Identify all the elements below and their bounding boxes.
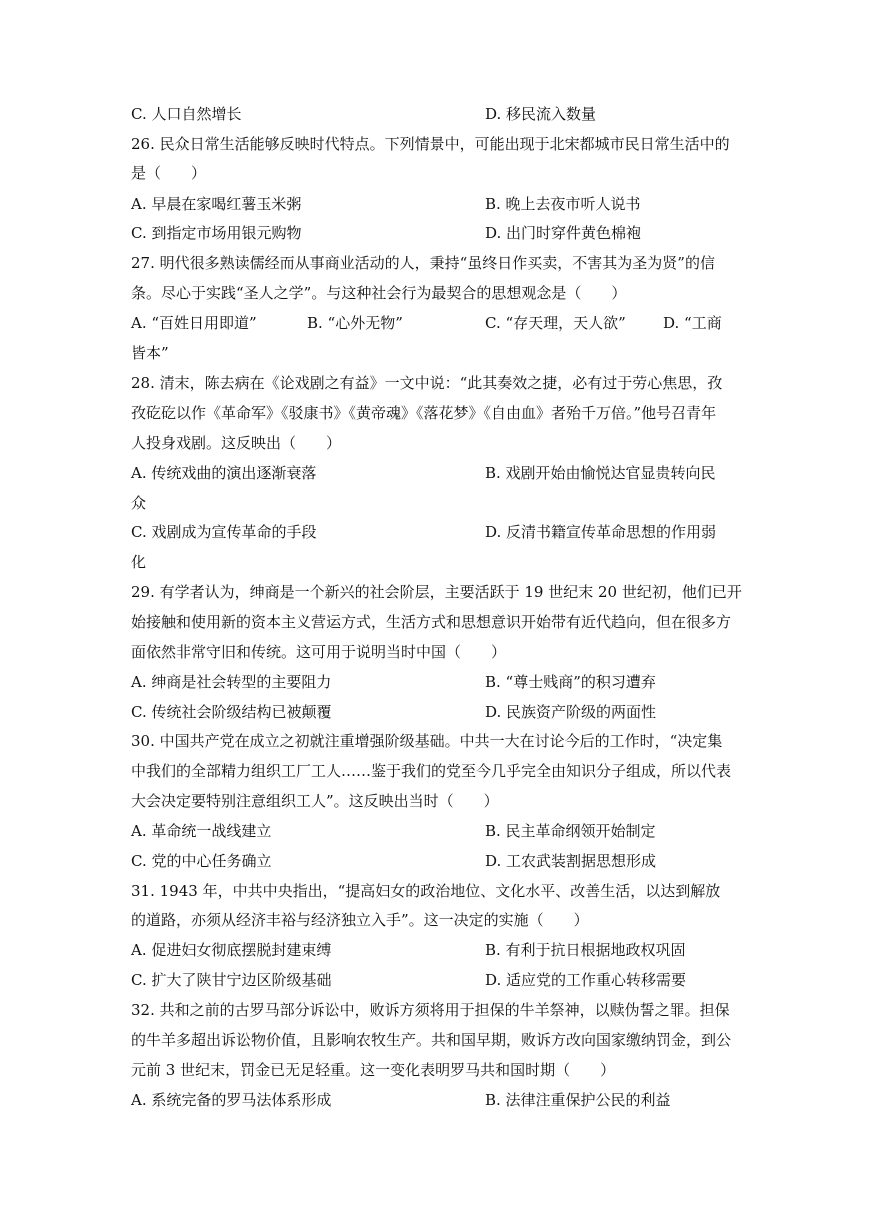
question-28-option-a: A. 传统戏曲的演出逐渐衰落 [131, 464, 317, 482]
question-31-option-b: B. 有利于抗日根据地政权巩固 [485, 941, 686, 959]
question-27-stem-cont: 条。尽心于实践“圣人之学”。与这种社会行为最契合的思想观念是（ ） [131, 284, 627, 302]
question-31-option-a: A. 促进妇女彻底摆脱封建束缚 [131, 941, 332, 959]
question-27-option-a: A. “百姓日用即道” [131, 314, 257, 332]
question-31-option-c: C. 扩大了陕甘宁边区阶级基础 [131, 971, 332, 989]
question-28-option-b-cont: 众 [131, 494, 147, 512]
question-29-stem-cont2: 面依然非常守旧和传统。这可用于说明当时中国（ ） [131, 643, 507, 661]
question-30-stem: 30. 中国共产党在成立之初就注重增强阶级基础。中共一大在讨论今后的工作时，“决定集 [131, 732, 723, 750]
option-c: C. 人口自然增长 [131, 105, 242, 123]
question-31-option-d: D. 适应党的工作重心转移需要 [485, 971, 687, 989]
question-29-option-d: D. 民族资产阶级的两面性 [485, 703, 657, 721]
question-28-option-c: C. 戏剧成为宣传革命的手段 [131, 523, 317, 541]
question-27-stem: 27. 明代很多熟读儒经而从事商业活动的人，秉持“虽终日作买卖，不害其为圣为贤”的信 [131, 254, 715, 272]
question-32-option-a: A. 系统完备的罗马法体系形成 [131, 1091, 332, 1109]
question-30-stem-cont1: 中我们的全部精力组织工厂工人……鉴于我们的党至今几乎完全由知识分子组成，所以代表 [131, 762, 732, 780]
question-29-option-c: C. 传统社会阶级结构已被颠覆 [131, 703, 332, 721]
question-32-option-b: B. 法律注重保护公民的利益 [485, 1091, 671, 1109]
question-28-option-b: B. 戏剧开始由愉悦达官显贵转向民 [485, 464, 716, 482]
question-29-option-b: B. “尊士贱商”的积习遭弃 [485, 673, 656, 691]
question-28-stem-cont2: 人投身戏剧。这反映出（ ） [131, 434, 342, 452]
question-26-option-c: C. 到指定市场用银元购物 [131, 224, 302, 242]
question-26-option-d: D. 出门时穿件黄色棉袍 [485, 224, 642, 242]
question-29-stem: 29. 有学者认为，绅商是一个新兴的社会阶层，主要活跃于 19 世纪末 20 世纪初，他们已开 [131, 583, 742, 601]
question-26-option-a: A. 早晨在家喝红薯玉米粥 [131, 195, 302, 213]
question-28-stem-cont1: 孜矻矻以作《革命军》《驳康书》《黄帝魂》《落花梦》《自由血》者殆千万倍。”他号召青年 [131, 404, 717, 422]
question-28-option-d: D. 反清书籍宣传革命思想的作用弱 [485, 523, 717, 541]
question-31-stem-cont: 的道路，亦须从经济丰裕与经济独立入手”。这一决定的实施（ ） [131, 911, 589, 929]
question-26-option-b: B. 晚上去夜市听人说书 [485, 195, 641, 213]
option-d: D. 移民流入数量 [485, 105, 597, 123]
question-30-stem-cont2: 大会决定要特别注意组织工人”。这反映出当时（ ） [131, 792, 499, 810]
question-26-stem: 26. 民众日常生活能够反映时代特点。下列情景中，可能出现于北宋都城市民日常生活中的 [131, 135, 730, 153]
question-30-option-d: D. 工农武装割据思想形成 [485, 852, 657, 870]
question-29-option-a: A. 绅商是社会转型的主要阻力 [131, 673, 332, 691]
question-31-stem: 31. 1943 年，中共中央指出，“提高妇女的政治地位、文化水平、改善生活，以达到解放 [131, 882, 721, 900]
question-28-stem: 28. 清末，陈去病在《论戏剧之有益》一文中说：“此其奏效之捷，必有过于劳心焦思，孜 [131, 374, 723, 392]
question-29-stem-cont1: 始接触和使用新的资本主义营运方式，生活方式和思想意识开始带有近代趋向，但在很多方 [131, 613, 732, 631]
question-27-option-d: D. “工商 [663, 314, 722, 332]
question-27-option-d-cont: 皆本” [131, 344, 169, 362]
question-28-option-d-cont: 化 [131, 553, 147, 571]
question-30-option-b: B. 民主革命纲领开始制定 [485, 822, 656, 840]
question-26-stem-cont: 是（ ） [131, 164, 207, 182]
question-27-option-c: C. “存天理，天人欲” [485, 314, 626, 332]
question-32-stem: 32. 共和之前的古罗马部分诉讼中，败诉方须将用于担保的牛羊祭神，以赎伪誓之罪。担保 [131, 1001, 730, 1019]
question-30-option-c: C. 党的中心任务确立 [131, 852, 272, 870]
question-32-stem-cont1: 的牛羊多超出诉讼物价值，且影响农牧生产。共和国早期，败诉方改向国家缴纳罚金，到公 [131, 1031, 732, 1049]
question-27-option-b: B. “心外无物” [307, 314, 403, 332]
question-30-option-a: A. 革命统一战线建立 [131, 822, 272, 840]
question-32-stem-cont2: 元前 3 世纪末，罚金已无足轻重。这一变化表明罗马共和国时期（ ） [131, 1061, 616, 1079]
